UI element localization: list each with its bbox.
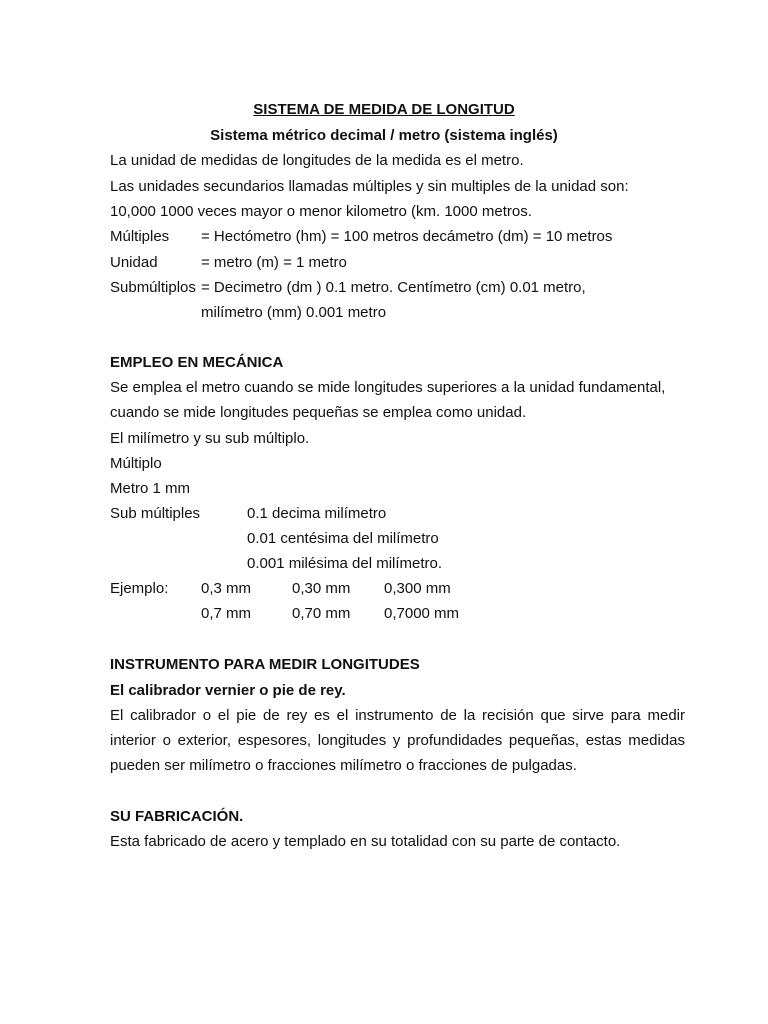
example-value: 0,70 mm: [292, 605, 351, 622]
example-label: Ejemplo:: [110, 580, 169, 597]
unit-value: = metro (m) = 1 metro: [201, 254, 347, 271]
fabrication-heading: SU FABRICACIÓN.: [110, 808, 244, 825]
example-value: 0,30 mm: [292, 580, 351, 597]
mechanics-heading: EMPLEO EN MECÁNICA: [110, 354, 284, 371]
instrument-line-1: El calibrador o el pie de rey es el instrumento de la recisión que sirve para medir: [110, 707, 685, 724]
mechanics-line-1: Se emplea el metro cuando se mide longitudes superiores a la unidad fundamental,: [110, 379, 666, 396]
sub-multiple-3: 0.001 milésima del milímetro.: [247, 555, 443, 572]
sub-multiple-2: 0.01 centésima del milímetro: [247, 530, 439, 547]
unit-label: Unidad: [110, 254, 158, 271]
submultiples-continuation: milímetro (mm) 0.001 metro: [201, 304, 387, 321]
multiple-label: Múltiplo: [110, 455, 162, 472]
example-value: 0,7000 mm: [384, 605, 460, 622]
example-value: 0,7 mm: [201, 605, 252, 622]
intro-line-2: Las unidades secundarios llamadas múltiples y sin multiples de la unidad son:: [110, 178, 629, 195]
intro-line-1: La unidad de medidas de longitudes de la medida es el metro.: [110, 152, 524, 169]
sub-multiples-label: Sub múltiples: [110, 505, 201, 522]
document-subtitle: Sistema métrico decimal / metro (sistema inglés): [210, 127, 558, 144]
submultiples-value: = Decimetro (dm ) 0.1 metro. Centímetro (cm) 0.01 metro,: [201, 279, 586, 296]
instrument-line-3: pueden ser milímetro o fracciones milímetro o fracciones de pulgadas.: [110, 757, 577, 774]
sub-multiple-1: 0.1 decima milímetro: [247, 505, 387, 522]
mechanics-line-2: cuando se mide longitudes pequeñas se emplea como unidad.: [110, 404, 527, 421]
instrument-line-2: interior o exterior, espesores, longitudes y profundidades pequeñas, estas medidas: [110, 732, 685, 749]
multiples-value: = Hectómetro (hm) = 100 metros decámetro (dm) = 10 metros: [201, 228, 613, 245]
intro-line-3: 10,000 1000 veces mayor o menor kilometro (km. 1000 metros.: [110, 203, 532, 220]
submultiples-label: Submúltiplos: [110, 279, 196, 296]
metre-line: Metro 1 mm: [110, 480, 191, 497]
example-value: 0,300 mm: [384, 580, 451, 597]
example-value: 0,3 mm: [201, 580, 252, 597]
fabrication-line-1: Esta fabricado de acero y templado en su totalidad con su parte de contacto.: [110, 833, 621, 850]
document-title: SISTEMA DE MEDIDA DE LONGITUD: [253, 101, 515, 118]
instrument-subheading: El calibrador vernier o pie de rey.: [110, 682, 346, 699]
mechanics-line-3: El milímetro y su sub múltiplo.: [110, 430, 310, 447]
instrument-heading: INSTRUMENTO PARA MEDIR LONGITUDES: [110, 656, 420, 673]
multiples-label: Múltiples: [110, 228, 170, 245]
